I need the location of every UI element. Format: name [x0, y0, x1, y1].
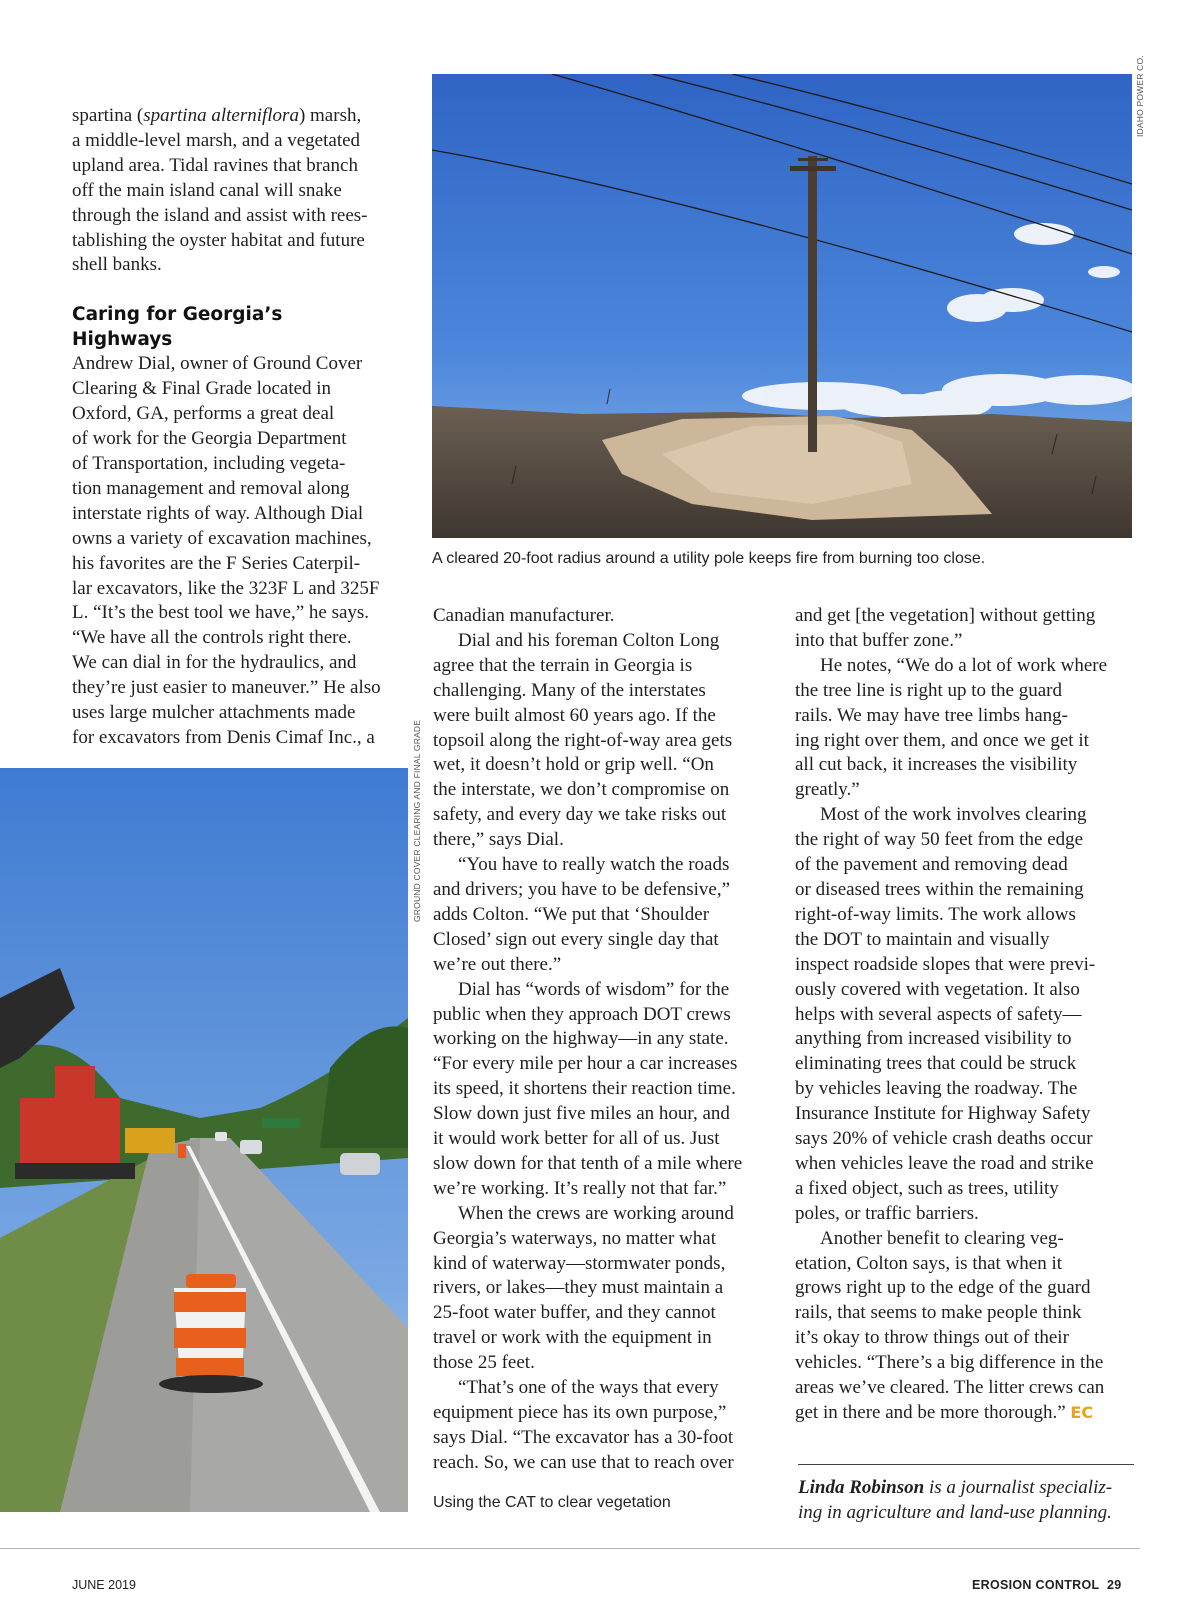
text-line: we’re out there.”: [433, 953, 562, 975]
text-line: the interstate, we don’t compromise on: [433, 779, 730, 801]
section-heading: Highways: [72, 329, 173, 351]
text-line: grows right up to the edge of the guard: [795, 1277, 1091, 1299]
photo-caption-top: A cleared 20-foot radius around a utility pole keeps fire from burning too close.: [432, 550, 986, 567]
text-line: it’s okay to throw things out of their: [795, 1327, 1069, 1349]
text-line: a middle-level marsh, and a vegetated: [72, 129, 361, 151]
text-line: into that buffer zone.”: [795, 629, 963, 651]
text-line: safety, and every day we take risks out: [433, 804, 727, 826]
text-line: all cut back, it increases the visibility: [795, 754, 1078, 776]
text-line: by vehicles leaving the roadway. The: [795, 1078, 1078, 1100]
text-line: ing right over them, and once we get it: [795, 729, 1089, 751]
end-mark: EC: [1070, 1403, 1094, 1422]
text-line: anything from increased visibility to: [795, 1028, 1072, 1050]
text-line: says Dial. “The excavator has a 30-foot: [433, 1426, 734, 1448]
text-line: the tree line is right up to the guard: [795, 679, 1062, 701]
footer-magazine: EROSION CONTROL 29: [972, 1578, 1122, 1592]
text-line: it would work better for all of us. Just: [433, 1128, 720, 1150]
text-line: kind of waterway—stormwater ponds,: [433, 1252, 726, 1274]
text-line: challenging. Many of the interstates: [433, 679, 706, 701]
text-line: slow down for that tenth of a mile where: [433, 1152, 743, 1174]
column-2-text: [433, 604, 783, 1476]
text-line: through the island and assist with rees-: [72, 204, 368, 226]
text-line: and drivers; you have to be defensive,”: [433, 878, 731, 900]
text-line: get in there and be more thorough.” EC: [795, 1402, 1094, 1423]
photo-caption-left: Using the CAT to clear vegetation: [433, 1494, 671, 1511]
highway-image: [0, 768, 408, 1512]
text-line: Insurance Institute for Highway Safety: [795, 1103, 1091, 1125]
text-line: of Transportation, including vegeta-: [72, 452, 346, 474]
text-line: right-of-way limits. The work allows: [795, 903, 1076, 925]
text-line: L. “It’s the best tool we have,” he says.: [72, 602, 370, 624]
bio-divider: [798, 1464, 1134, 1465]
author-bio: Linda Robinson is a journalist specializ- ing in agriculture and land-use planning.: [798, 1477, 1113, 1523]
text-line: He notes, “We do a lot of work where: [820, 654, 1108, 676]
text-line: Canadian manufacturer.: [433, 605, 615, 626]
text-line: interstate rights of way. Although Dial: [72, 502, 364, 524]
text-line: When the crews are working around: [458, 1202, 734, 1224]
text-line: rivers, or lakes—they must maintain a: [433, 1277, 724, 1299]
text-line: etation, Colton says, is that when it: [795, 1252, 1063, 1274]
text-line: its speed, it shortens their reaction time.: [433, 1078, 736, 1100]
text-line: says 20% of vehicle crash deaths occur: [795, 1128, 1093, 1150]
text-line: or diseased trees within the remaining: [795, 878, 1084, 900]
column-3-text: [795, 604, 1145, 1426]
text-line: vehicles. “There’s a big difference in the: [795, 1352, 1104, 1374]
text-line: eliminating trees that could be struck: [795, 1053, 1077, 1075]
text-line: agree that the terrain in Georgia is: [433, 654, 693, 676]
photo-credit-left: GROUND COVER CLEARING AND FINAL GRADE: [412, 719, 422, 922]
photo-credit-top: IDAHO POWER CO.: [1135, 55, 1145, 137]
text-line: were built almost 60 years ago. If the: [433, 704, 716, 726]
text-line: “You have to really watch the roads: [458, 854, 730, 876]
text-line: uses large mulcher attachments made: [72, 702, 356, 724]
text-line: Another benefit to clearing veg-: [820, 1227, 1064, 1249]
text-line: rails. We may have tree limbs hang-: [795, 704, 1069, 726]
text-line: greatly.”: [795, 779, 860, 801]
text-line: We can dial in for the hydraulics, and: [72, 652, 357, 674]
page-number: 29: [1106, 1578, 1122, 1592]
text-line: working on the highway—in any state.: [433, 1028, 729, 1050]
text-line: the right of way 50 feet from the edge: [795, 829, 1084, 851]
utility-pole-image: [432, 74, 1132, 538]
text-line: ously covered with vegetation. It also: [795, 978, 1080, 1000]
text-line: topsoil along the right-of-way area gets: [433, 729, 733, 751]
text-line: “That’s one of the ways that every: [458, 1377, 719, 1399]
text-line: “We have all the controls right there.: [72, 627, 352, 649]
text-line: equipment piece has its own purpose,”: [433, 1402, 727, 1423]
photo-utility-pole: [432, 74, 1132, 538]
text-line: helps with several aspects of safety—: [795, 1003, 1082, 1025]
text-line: tion management and removal along: [72, 477, 350, 499]
text-line: a fixed object, such as trees, utility: [795, 1177, 1059, 1199]
text-line: wet, it doesn’t hold or grip well. “On: [433, 754, 714, 776]
text-line: owns a variety of excavation machines,: [72, 527, 372, 549]
author-name: Linda Robinson: [798, 1477, 925, 1498]
text-line: we’re working. It’s really not that far.”: [433, 1177, 727, 1199]
footer-divider: [0, 1548, 1140, 1549]
text-line: inspect roadside slopes that were previ-: [795, 953, 1096, 975]
text-line: lar excavators, like the 323F L and 325F: [72, 577, 380, 599]
text-line: Clearing & Final Grade located in: [72, 378, 332, 400]
text-line: 25-foot water buffer, and they cannot: [433, 1302, 716, 1324]
text-line: travel or work with the equipment in: [433, 1327, 712, 1349]
column-1-body: [72, 352, 412, 751]
text-line: Oxford, GA, performs a great deal: [72, 403, 335, 425]
text-line: areas we’ve cleared. The litter crews can: [795, 1377, 1105, 1399]
text-line: Dial and his foreman Colton Long: [458, 629, 720, 651]
text-line: Georgia’s waterways, no matter what: [433, 1227, 716, 1249]
footer-date: JUNE 2019: [72, 1578, 136, 1592]
text-line: of the pavement and removing dead: [795, 854, 1068, 876]
text-line: reach. So, we can use that to reach over: [433, 1451, 734, 1473]
text-line: Most of the work involves clearing: [820, 804, 1087, 826]
text-line: those 25 feet.: [433, 1352, 535, 1374]
photo-excavator-highway: [0, 768, 408, 1512]
text-line: they’re just easier to maneuver.” He also: [72, 677, 381, 699]
text-line: tablishing the oyster habitat and future: [72, 229, 365, 251]
text-line: off the main island canal will snake: [72, 179, 342, 201]
section-heading: Caring for Georgia’s: [72, 304, 283, 326]
text-line: his favorites are the F Series Caterpil-: [72, 552, 361, 574]
text-line: shell banks.: [72, 254, 162, 276]
text-line: adds Colton. “We put that ‘Shoulder: [433, 903, 710, 925]
text-line: for excavators from Denis Cimaf Inc., a: [72, 726, 375, 748]
text-line: “For every mile per hour a car increases: [433, 1053, 738, 1075]
text-line: Andrew Dial, owner of Ground Cover: [72, 353, 363, 375]
text-line: upland area. Tidal ravines that branch: [72, 154, 358, 176]
text-line: of work for the Georgia Department: [72, 428, 347, 450]
text-line: Dial has “words of wisdom” for the: [458, 978, 730, 1000]
text-line: when vehicles leave the road and strike: [795, 1152, 1094, 1174]
text-line: there,” says Dial.: [433, 829, 564, 851]
text-line: rails, that seems to make people think: [795, 1302, 1082, 1324]
text-line: Closed’ sign out every single day that: [433, 928, 719, 950]
text-line: spartina (spartina alterniflora) marsh,: [72, 105, 362, 126]
text-line: Slow down just five miles an hour, and: [433, 1103, 730, 1125]
text-line: and get [the vegetation] without getting: [795, 605, 1096, 626]
text-line: public when they approach DOT crews: [433, 1003, 731, 1025]
text-line: poles, or traffic barriers.: [795, 1202, 979, 1224]
column-1-text: [72, 104, 412, 751]
text-line: the DOT to maintain and visually: [795, 928, 1050, 950]
